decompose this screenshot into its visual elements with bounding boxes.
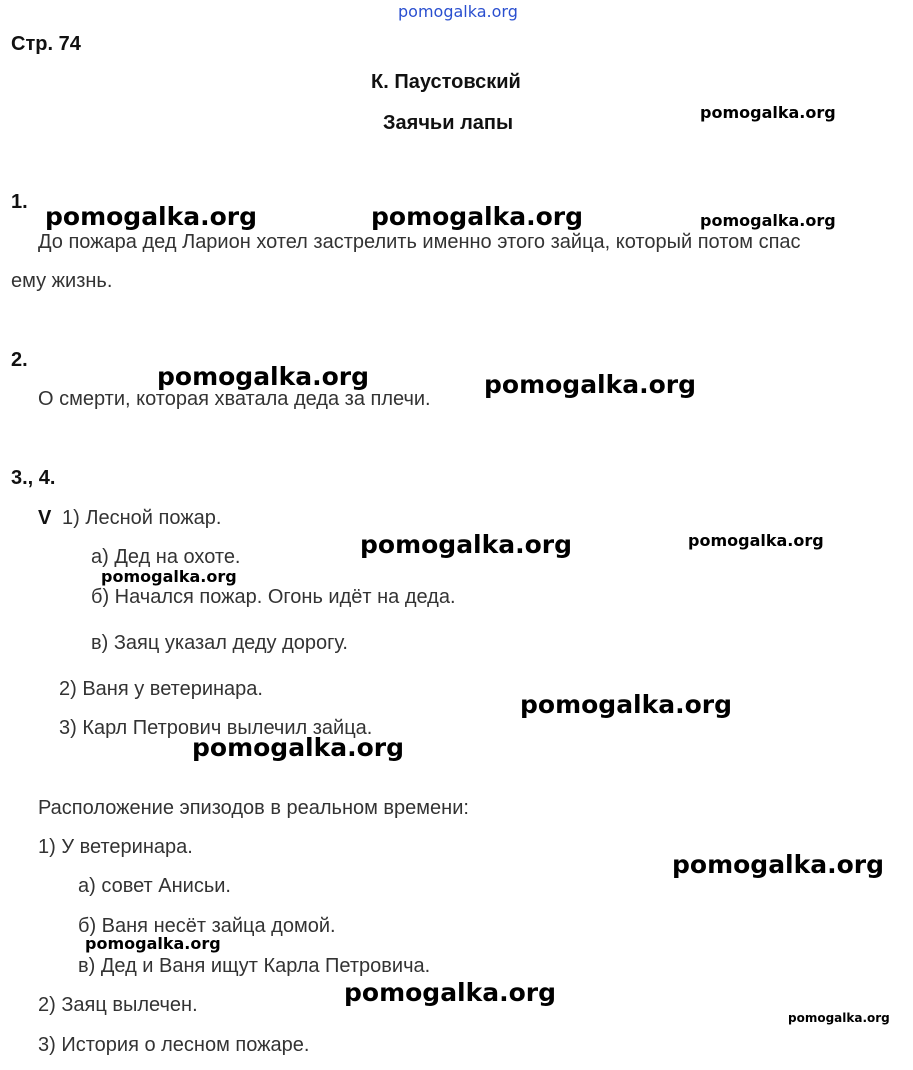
watermark: pomogalka.org xyxy=(688,531,824,550)
plan-item-1: 1) Лесной пожар. xyxy=(62,507,222,529)
plan-item-3: 3) Карл Петрович вылечил зайца. xyxy=(59,717,373,739)
watermark: pomogalka.org xyxy=(788,1011,890,1025)
watermark: pomogalka.org xyxy=(484,370,697,399)
watermark: pomogalka.org xyxy=(371,202,584,231)
watermark: pomogalka.org xyxy=(85,934,221,953)
watermark: pomogalka.org xyxy=(700,211,836,230)
realtime-item-2: 2) Заяц вылечен. xyxy=(38,994,198,1016)
realtime-item-3: 3) История о лесном пожаре. xyxy=(38,1034,310,1056)
plan-item-1b: б) Начался пожар. Огонь идёт на деда. xyxy=(91,586,456,608)
watermark: pomogalka.org xyxy=(344,978,557,1007)
watermark: pomogalka.org xyxy=(45,202,258,231)
realtime-item-1c: в) Дед и Ваня ищут Карла Петровича. xyxy=(78,955,431,977)
answer-1-number: 1. xyxy=(11,191,28,213)
answer-1-line-1: До пожара дед Ларион хотел застрелить именно этого зайца, который потом спас xyxy=(38,231,801,253)
page-reference: Стр. 74 xyxy=(11,33,81,55)
watermark: pomogalka.org xyxy=(700,103,836,122)
answer-2-line-1: О смерти, которая хватала деда за плечи. xyxy=(38,388,431,410)
plan-item-2: 2) Ваня у ветеринара. xyxy=(59,678,263,700)
watermark-top: pomogalka.org xyxy=(398,2,518,21)
answer-3-4-number: 3., 4. xyxy=(11,467,56,489)
realtime-item-1: 1) У ветеринара. xyxy=(38,836,193,858)
watermark: pomogalka.org xyxy=(360,530,573,559)
realtime-item-1b: б) Ваня несёт зайца домой. xyxy=(78,915,336,937)
watermark: pomogalka.org xyxy=(672,850,885,879)
realtime-item-1a: а) совет Анисьи. xyxy=(78,875,231,897)
answer-2-number: 2. xyxy=(11,349,28,371)
realtime-heading: Расположение эпизодов в реальном времени: xyxy=(38,797,469,819)
watermark: pomogalka.org xyxy=(101,567,237,586)
plan-check-mark: V xyxy=(38,507,52,529)
work-title: Заячьи лапы xyxy=(383,112,514,134)
plan-item-1a: а) Дед на охоте. xyxy=(91,546,241,568)
answer-1-line-2: ему жизнь. xyxy=(11,270,113,292)
plan-item-1c: в) Заяц указал деду дорогу. xyxy=(91,632,348,654)
watermark: pomogalka.org xyxy=(157,362,370,391)
watermark: pomogalka.org xyxy=(520,690,733,719)
author-name: К. Паустовский xyxy=(371,71,521,93)
watermark: pomogalka.org xyxy=(192,733,405,762)
